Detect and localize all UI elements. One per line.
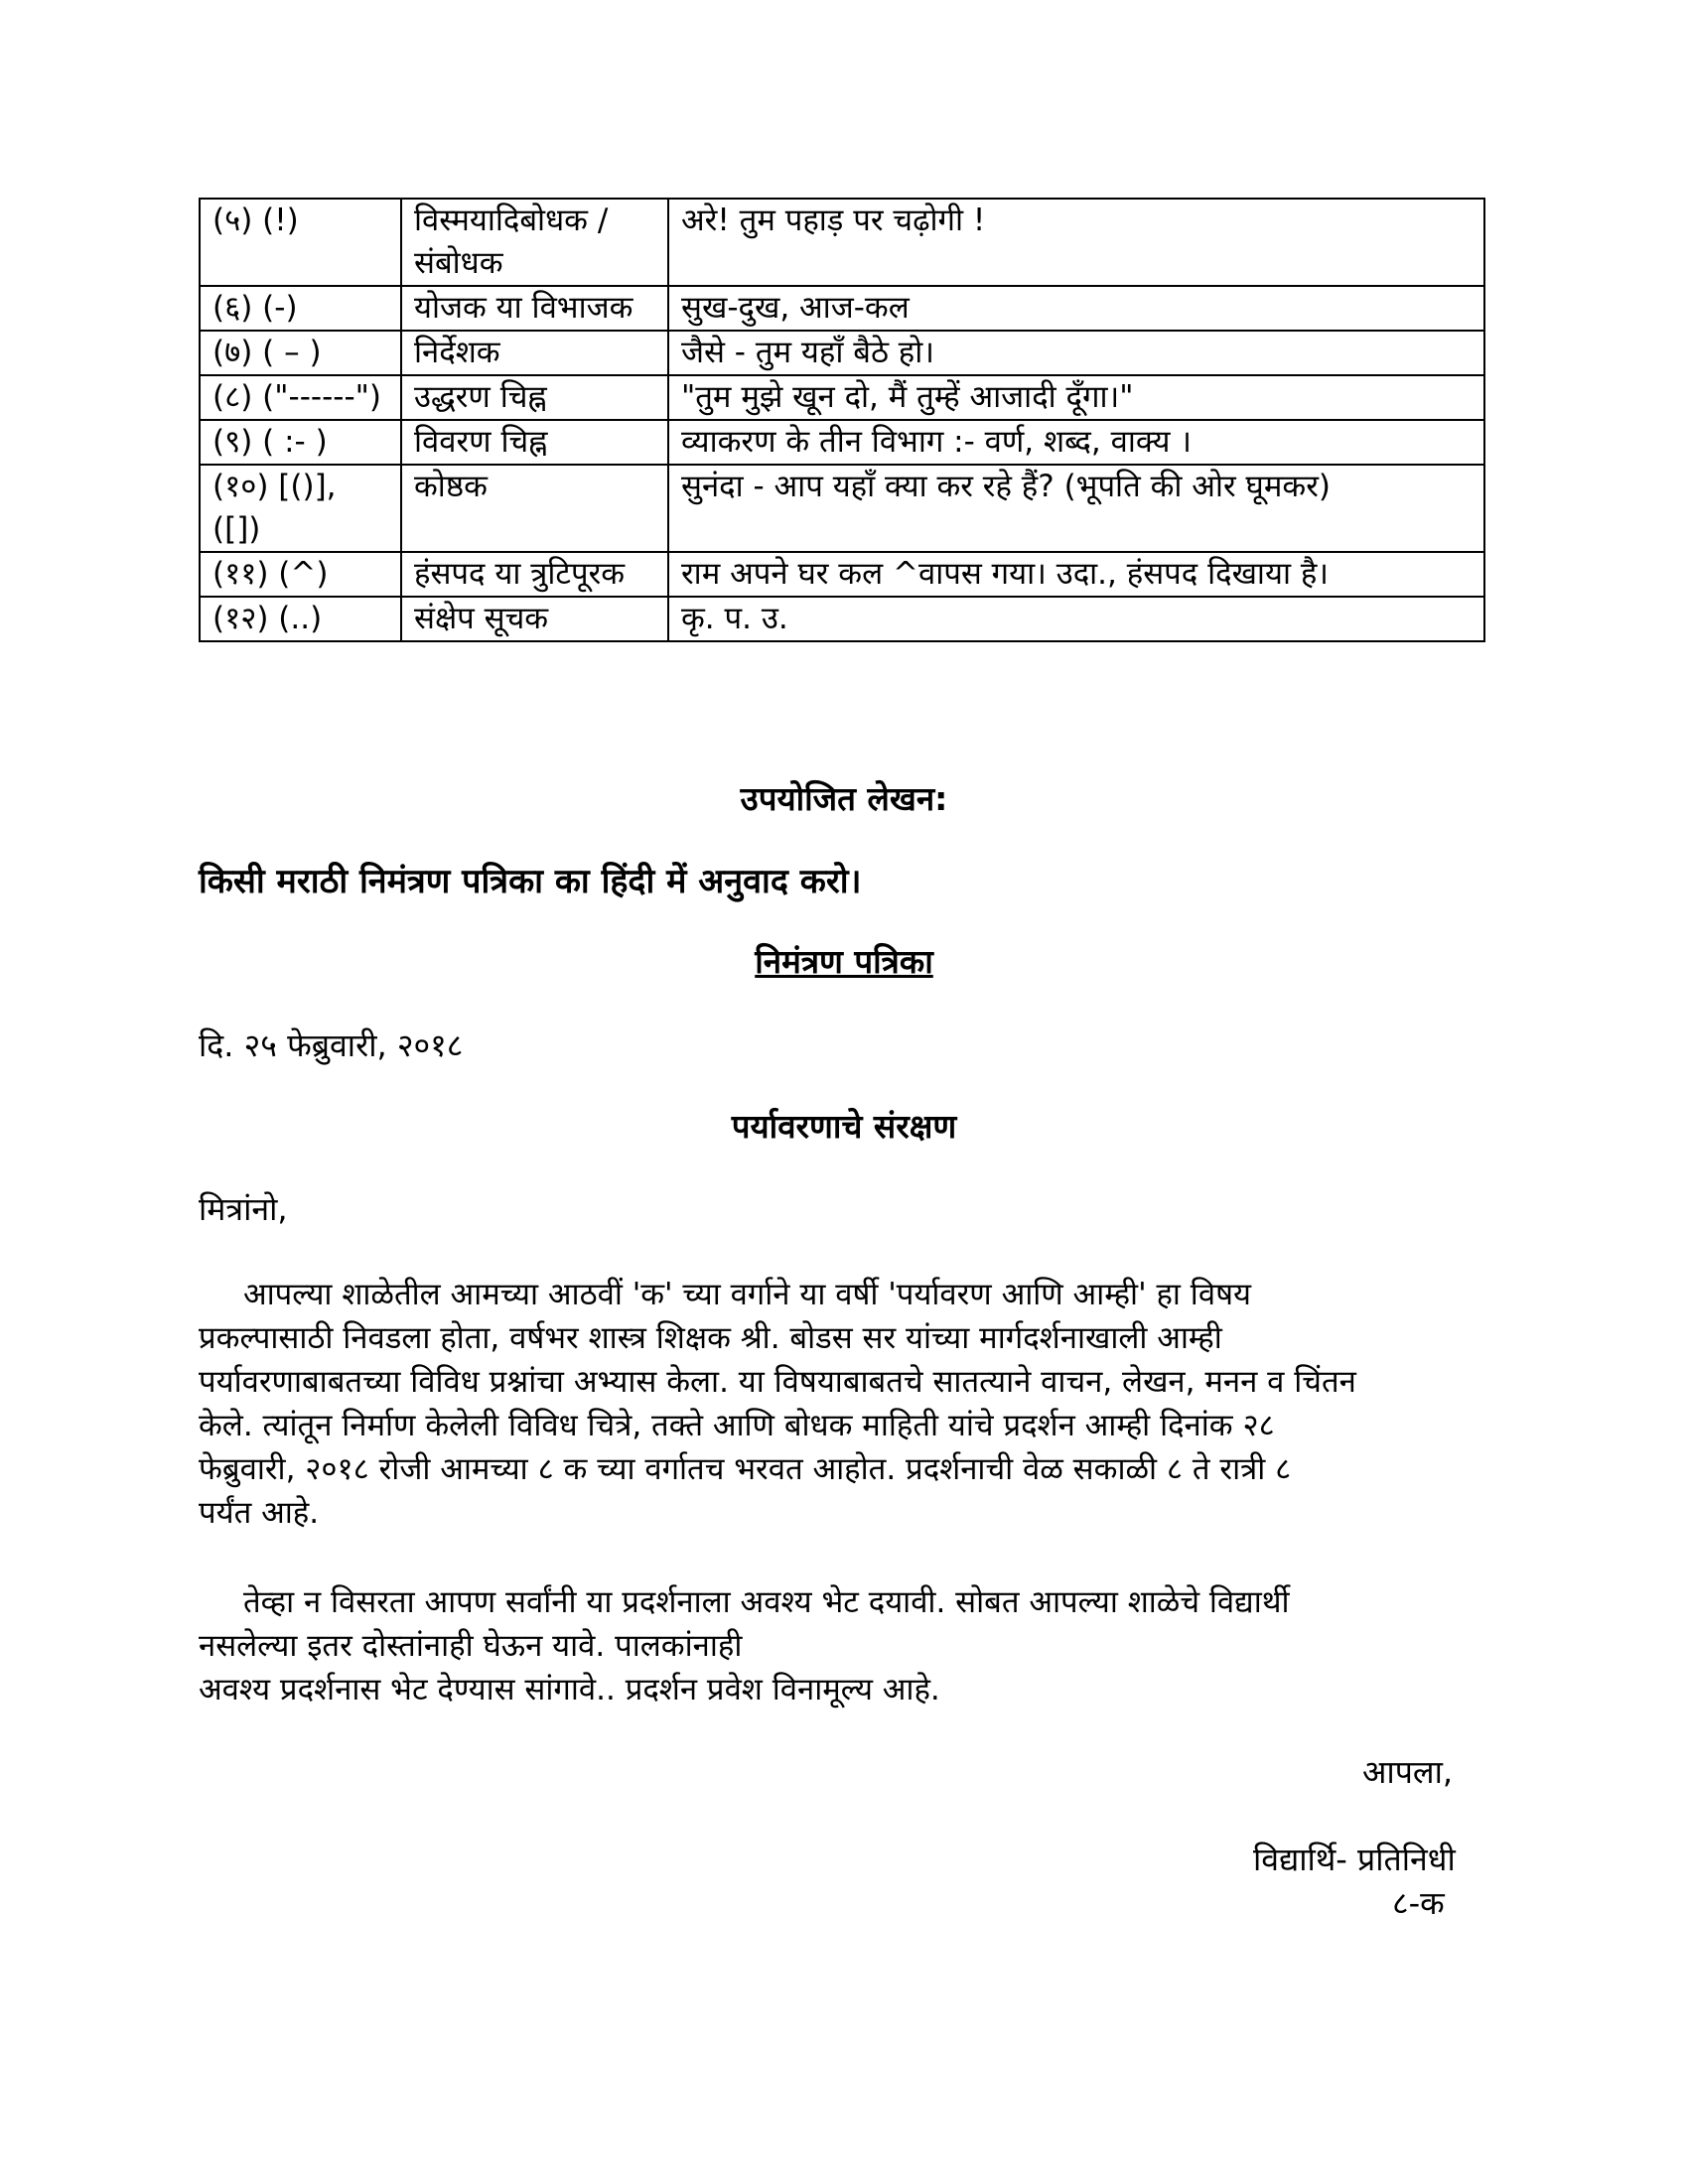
sign-cell: (७) ( – ) [200, 331, 401, 375]
section-heading: उपयोजित लेखन: [740, 779, 948, 818]
paragraph-line: तेव्हा न विसरता आपण सर्वांनी या प्रदर्शनाला अवश्य भेट दयावी. सोबत आपल्या शाळेचे विद्यार्थी [243, 1584, 1290, 1620]
sign-cell: (११) (^) [200, 552, 401, 597]
sign-cell: (५) (!) [200, 199, 401, 286]
paragraph-line: अवश्य प्रदर्शनास भेट देण्यास सांगावे.. प्रदर्शन प्रवेश विनामूल्य आहे. [199, 1672, 940, 1707]
sign-cell: (९) ( :- ) [200, 420, 401, 465]
example-cell: व्याकरण के तीन विभाग :- वर्ण, शब्द, वाक्य । [668, 420, 1484, 465]
table-row [200, 420, 1484, 465]
name-cell: विवरण चिह्न [401, 420, 668, 465]
letter-title: निमंत्रण पत्रिका [755, 942, 933, 981]
letter-paragraph-2 [199, 1580, 1489, 1711]
sign-cell: (८) ("------") [200, 375, 401, 420]
table-row [200, 375, 1484, 420]
table-row [200, 465, 1484, 552]
table-row [200, 199, 1484, 286]
paragraph-line: नसलेल्या इतर दोस्तांनाही घेऊन यावे. पालकांनाही [199, 1628, 743, 1664]
name-cell: उद्धरण चिह्न [401, 375, 668, 420]
punctuation-table-body [200, 199, 1484, 641]
letter-paragraph-1 [199, 1273, 1489, 1535]
sign-cell: (६) (-) [200, 286, 401, 331]
paragraph-line: आपल्या शाळेतील आमच्या आठवीं 'क' च्या वर्गाने या वर्षी 'पर्यावरण आणि आम्ही' हा विषय [243, 1277, 1251, 1312]
paragraph-line: पर्यावरणाबाबतच्या विविध प्रश्नांचा अभ्यास केला. या विषयाबाबतचे सातत्याने वाचन, लेखन, मनन व चिंतन [199, 1364, 1356, 1400]
example-cell: कृ. प. उ. [668, 597, 1484, 641]
letter-salutation: मित्रांनो, [199, 1190, 288, 1228]
example-cell: "तुम मुझे खून दो, मैं तुम्हें आजादी दूँगा।" [668, 375, 1484, 420]
example-cell: राम अपने घर कल ^वापस गया। उदा., हंसपद दिखाया है। [668, 552, 1484, 597]
paragraph-line: फेब्रुवारी, २०१८ रोजी आमच्या ८ क च्या वर्गातच भरवत आहोत. प्रदर्शनाची वेळ सकाळी ८ ते रात्री ८ [199, 1451, 1292, 1487]
table-row [200, 597, 1484, 641]
example-cell: सुख-दुख, आज-कल [668, 286, 1484, 331]
paragraph-line: प्रकल्पासाठी निवडला होता, वर्षभर शास्त्र शिक्षक श्री. बोडस सर यांच्या मार्गदर्शनाखाली आम्ही [199, 1320, 1222, 1356]
paragraph-line: पर्यंत आहे. [199, 1495, 320, 1531]
sign-cell: (१०) [()], ([]) [200, 465, 401, 552]
task-instruction: किसी मराठी निमंत्रण पत्रिका का हिंदी में अनुवाद करो। [199, 862, 862, 901]
letter-signature: विद्यार्थि- प्रतिनिधी [1253, 1841, 1456, 1878]
name-cell: निर्देशक [401, 331, 668, 375]
name-cell: कोष्ठक [401, 465, 668, 552]
letter-date: दि. २५ फेब्रुवारी, २०१८ [199, 1026, 464, 1064]
letter-class: ८-क [1392, 1884, 1445, 1922]
example-cell: सुनंदा - आप यहाँ क्या कर रहे हैं? (भूपति की ओर घूमकर) [668, 465, 1484, 552]
sign-cell: (१२) (..) [200, 597, 401, 641]
table-row [200, 286, 1484, 331]
paragraph-line: केले. त्यांतून निर्माण केलेली विविध चित्रे, तक्ते आणि बोधक माहिती यांचे प्रदर्शन आम्ही दिनांक २८ [199, 1408, 1275, 1443]
punctuation-table [199, 198, 1485, 642]
letter-subject: पर्यावरणाचे संरक्षण [731, 1107, 957, 1146]
name-cell: संक्षेप सूचक [401, 597, 668, 641]
table-row [200, 552, 1484, 597]
example-cell: अरे! तुम पहाड़ पर चढ़ोगी ! [668, 199, 1484, 286]
name-cell: योजक या विभाजक [401, 286, 668, 331]
example-cell: जैसे - तुम यहाँ बैठे हो। [668, 331, 1484, 375]
name-cell: हंसपद या त्रुटिपूरक [401, 552, 668, 597]
name-cell: विस्मयादिबोधक / संबोधक [401, 199, 668, 286]
table-row [200, 331, 1484, 375]
letter-closing: आपला, [1362, 1753, 1454, 1791]
